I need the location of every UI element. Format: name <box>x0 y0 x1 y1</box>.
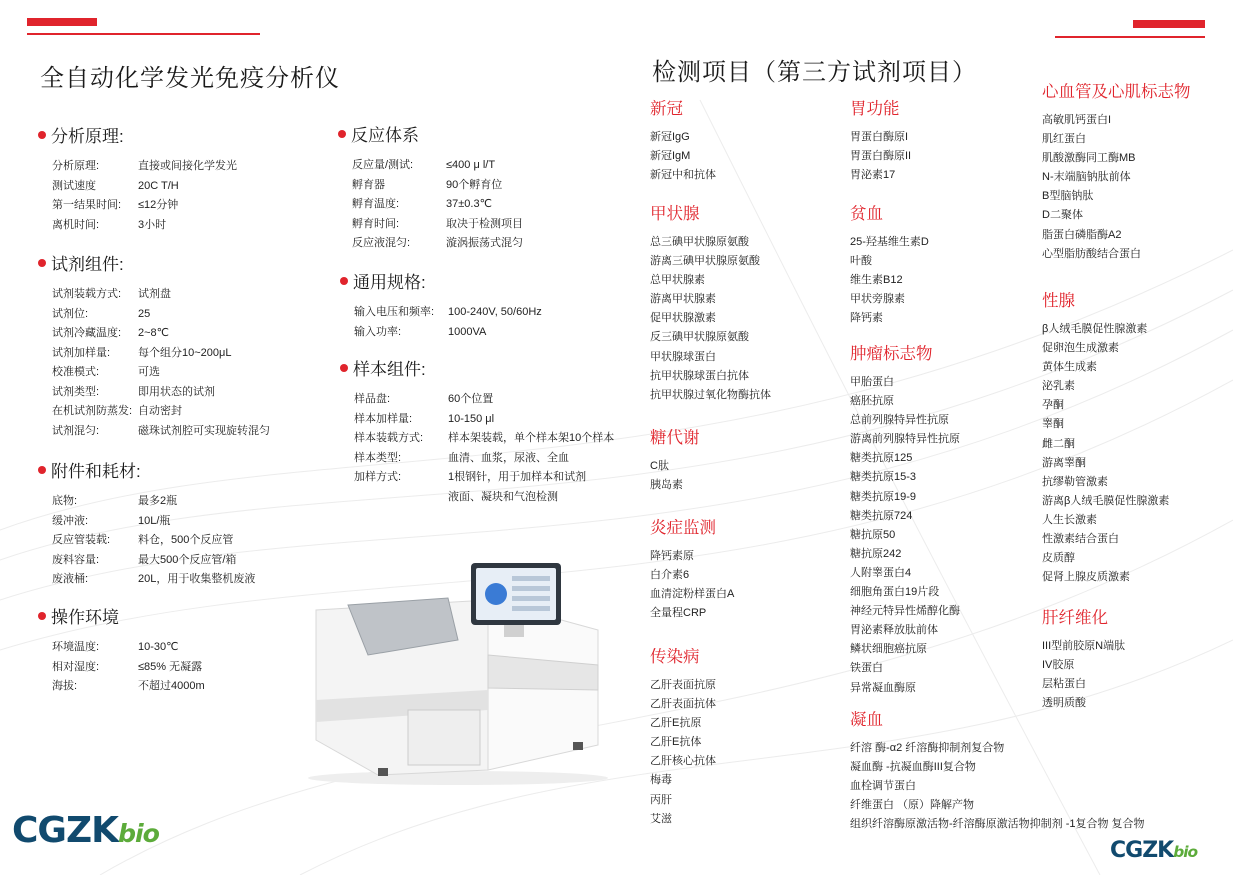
category-infectious <box>650 643 716 829</box>
company-logo-right: CGZKbio <box>1110 838 1198 863</box>
test-item: 甲状腺球蛋白 <box>650 350 716 363</box>
category-title: 糖代谢 <box>650 429 700 447</box>
test-item: 鳞状细胞癌抗原 <box>850 643 927 656</box>
test-item: 脂蛋白磷脂酶A2 <box>1042 228 1122 241</box>
test-item: III型前胶原N端肽 <box>1042 640 1126 652</box>
spec-row: 试剂类型: 即用状态的试剂 <box>52 385 215 398</box>
test-item: 胃蛋白酶原I <box>850 131 909 143</box>
test-item: 丙肝 <box>650 793 672 806</box>
test-item: 乙肝核心抗体 <box>650 755 716 768</box>
analyzer-machine-image <box>308 560 608 785</box>
test-item: 乙肝表面抗体 <box>650 698 716 711</box>
bullet-dot <box>38 131 46 139</box>
test-item: 总前列腺特异性抗原 <box>850 414 949 427</box>
spec-row: 废液桶: 20L，用于收集整机废液 <box>52 573 256 585</box>
spec-row: 底物: 最多2瓶 <box>52 495 178 507</box>
test-item: 纤维蛋白 （原）降解产物 <box>850 799 975 812</box>
bullet-dot <box>340 277 348 285</box>
section-heading: 操作环境 <box>51 608 119 627</box>
test-item: 促卵泡生成激素 <box>1042 342 1119 355</box>
test-item: 新冠IgG <box>650 131 690 143</box>
test-item: 心型脂肪酸结合蛋白 <box>1042 247 1141 260</box>
test-item: 梅毒 <box>650 774 672 787</box>
test-item: 胃泌素17 <box>850 169 896 182</box>
test-item: 层粘蛋白 <box>1042 678 1086 691</box>
spec-row: 输入电压和频率: 100-240V, 50/60Hz <box>354 306 542 318</box>
bullet-dot <box>38 612 46 620</box>
test-item: 糖类抗原125 <box>850 452 913 465</box>
test-item: 肌红蛋白 <box>1042 133 1086 146</box>
test-item: 甲状旁腺素 <box>850 293 905 306</box>
section-reagent <box>38 250 270 441</box>
spec-row: 液面、凝块和气泡检测 <box>448 490 558 503</box>
category-liver-fibrosis <box>1042 604 1125 713</box>
test-item: 泌乳素 <box>1042 380 1075 393</box>
spec-row: 缓冲液: 10L/瓶 <box>52 514 171 527</box>
test-item: 胰岛素 <box>650 479 683 492</box>
test-item: 雌二酮 <box>1042 437 1075 450</box>
spec-row: 试剂冷藏温度: 2~8℃ <box>52 327 170 339</box>
test-item: β人绒毛膜促性腺激素 <box>1042 323 1148 335</box>
spec-row: 分析原理: 直接或间接化学发光 <box>52 160 237 172</box>
test-item: 抗缪勒管激素 <box>1042 475 1108 488</box>
spec-row: 样本装载方式: 样本架装载，单个样本架10个样本 <box>354 432 615 444</box>
test-item: 抗甲状腺过氧化物酶抗体 <box>650 388 771 401</box>
test-item: 抗甲状腺球蛋白抗体 <box>650 369 749 382</box>
test-item: 人生长激素 <box>1042 513 1097 526</box>
test-item: 维生素B12 <box>850 274 903 287</box>
category-title: 心血管及心肌标志物 <box>1042 83 1191 101</box>
category-gastric <box>850 95 911 185</box>
spec-row: 环境温度: 10-30℃ <box>52 641 179 653</box>
test-item: 胃蛋白酶原II <box>850 150 912 163</box>
test-item: 艾滋 <box>650 812 672 825</box>
test-item: 组织纤溶酶原激活物-纤溶酶原激活物抑制剂 -1复合物 复合物 <box>850 818 1145 831</box>
spec-row: 在机试剂防蒸发: 自动密封 <box>52 405 182 417</box>
test-item: 人附睾蛋白4 <box>850 566 912 579</box>
section-principle <box>38 122 237 235</box>
spec-row: 输入功率: 1000VA <box>354 325 487 338</box>
section-heading: 试剂组件: <box>51 255 124 274</box>
bullet-dot <box>38 466 46 474</box>
test-item: B型脑钠肽 <box>1042 190 1094 203</box>
category-title: 胃功能 <box>850 100 900 118</box>
test-item: 血清淀粉样蛋白A <box>650 588 735 601</box>
spec-row: 废料容量: 最大500个反应管/箱 <box>52 553 237 566</box>
spec-row: 校准模式: 可选 <box>52 366 160 378</box>
category-title: 性腺 <box>1042 292 1075 310</box>
test-item: 总三碘甲状腺原氨酸 <box>650 236 749 248</box>
test-item: 总甲状腺素 <box>650 274 705 287</box>
test-items-title: 检测项目（第三方试剂项目） <box>652 59 977 86</box>
test-item: 乙肝表面抗原 <box>650 679 716 691</box>
section-general <box>340 268 542 342</box>
section-heading: 通用规格: <box>353 273 426 292</box>
test-item: 异常凝血酶原 <box>850 681 916 694</box>
category-title: 贫血 <box>850 205 883 223</box>
test-item: 糖类抗原724 <box>850 509 913 522</box>
test-item: 纤溶 酶-α2 纤溶酶抑制剂复合物 <box>850 742 1005 754</box>
section-heading: 样本组件: <box>353 360 426 379</box>
test-item: 甲胎蛋白 <box>850 376 894 388</box>
category-title: 肝纤维化 <box>1042 609 1108 627</box>
section-sample <box>340 355 614 507</box>
section-heading: 反应体系 <box>351 126 419 145</box>
category-tumor <box>850 340 960 698</box>
test-item: IV胶原 <box>1042 659 1075 672</box>
test-item: C肽 <box>650 460 669 472</box>
test-item: 性激素结合蛋白 <box>1042 533 1119 546</box>
spec-row: 反应管装载: 料仓，500个反应管 <box>52 534 234 546</box>
section-consumables <box>38 457 255 590</box>
spec-row: 加样方式: 1根钢针，用于加样本和试剂 <box>354 471 587 483</box>
test-item: 肌酸激酶同工酶MB <box>1042 152 1136 165</box>
test-item: 游离甲状腺素 <box>650 293 716 306</box>
test-item: 神经元特异性烯醇化酶 <box>850 605 960 618</box>
test-item: 糖类抗原19-9 <box>850 490 917 503</box>
spec-row: 相对湿度: ≤85% 无凝露 <box>52 660 203 673</box>
category-thyroid <box>650 200 771 405</box>
test-item: 凝血酶 -抗凝血酶III复合物 <box>850 761 976 774</box>
test-item: 糖抗原50 <box>850 528 896 541</box>
spec-row: 试剂加样量: 每个组分10~200μL <box>52 346 232 359</box>
bullet-dot <box>340 364 348 372</box>
page-title: 全自动化学发光免疫分析仪 <box>40 65 340 92</box>
category-coagulation <box>850 706 1145 834</box>
category-cardio <box>1042 78 1191 264</box>
company-logo-left: CGZKbio <box>12 810 159 851</box>
spec-row: 试剂混匀: 磁珠试剂腔可实现旋转混匀 <box>52 424 270 437</box>
category-inflammation <box>650 514 734 623</box>
spec-row: 试剂装载方式: 试剂盘 <box>52 288 171 300</box>
section-reaction <box>338 121 523 254</box>
test-item: 促肾上腺皮质激素 <box>1042 571 1130 584</box>
test-item: 血栓调节蛋白 <box>850 780 916 793</box>
test-item: 游离前列腺特异性抗原 <box>850 433 960 446</box>
test-item: 透明质酸 <box>1042 697 1086 710</box>
test-item: 降钙素 <box>850 312 883 325</box>
category-sex-hormones <box>1042 287 1169 587</box>
test-item: 促甲状腺激素 <box>650 312 716 325</box>
test-item: 铁蛋白 <box>850 662 883 675</box>
spec-row: 反应液混匀: 漩涡振荡式混匀 <box>352 237 523 249</box>
test-item: 皮质醇 <box>1042 552 1075 565</box>
section-heading: 分析原理: <box>51 127 124 146</box>
test-item: N-末端脑钠肽前体 <box>1042 171 1131 184</box>
spec-row: 孵育器 90个孵育位 <box>352 178 503 191</box>
category-title: 凝血 <box>850 711 883 729</box>
test-item: 25-羟基维生素D <box>850 236 929 248</box>
section-heading: 附件和耗材: <box>51 462 141 481</box>
spec-row: 试剂位: 25 <box>52 307 151 320</box>
test-item: 癌胚抗原 <box>850 395 894 408</box>
category-title: 炎症监测 <box>650 519 716 537</box>
bullet-dot <box>38 259 46 267</box>
test-item: 新冠IgM <box>650 150 691 163</box>
test-item: 白介素6 <box>650 569 690 582</box>
test-item: 游离睾酮 <box>1042 456 1086 469</box>
test-item: 新冠中和抗体 <box>650 169 716 182</box>
test-item: 睾酮 <box>1042 418 1064 431</box>
test-item: 叶酸 <box>850 255 872 268</box>
test-item: 孕酮 <box>1042 399 1064 412</box>
spec-row: 孵育时间: 取决于检测项目 <box>352 217 523 230</box>
category-title: 传染病 <box>650 648 700 666</box>
category-title: 肿瘤标志物 <box>850 345 933 363</box>
test-item: 高敏肌钙蛋白I <box>1042 114 1112 126</box>
spec-row: 离机时间: 3小时 <box>52 218 167 231</box>
test-item: 糖抗原242 <box>850 547 902 560</box>
test-item: 乙肝E抗原 <box>650 717 702 730</box>
test-item: 降钙素原 <box>650 550 694 562</box>
bullet-dot <box>338 130 346 138</box>
test-item: 游离三碘甲状腺原氨酸 <box>650 255 760 268</box>
spec-row: 样本加样量: 10-150 μl <box>354 412 495 425</box>
test-item: 全量程CRP <box>650 607 707 620</box>
category-title: 甲状腺 <box>650 205 700 223</box>
spec-row: 测试速度 20C T/H <box>52 179 179 192</box>
test-item: 黄体生成素 <box>1042 361 1097 374</box>
test-item: 胃泌素释放肽前体 <box>850 624 938 637</box>
test-item: 反三碘甲状腺原氨酸 <box>650 331 749 344</box>
section-environment <box>38 603 205 697</box>
category-anemia <box>850 200 929 328</box>
category-title: 新冠 <box>650 100 683 118</box>
spec-row: 样本类型: 血清、血浆，尿液、全血 <box>354 451 569 464</box>
spec-row: 样品盘: 60个位置 <box>354 393 494 405</box>
test-item: D二聚体 <box>1042 209 1083 222</box>
spec-row: 第一结果时间: ≤12分钟 <box>52 199 179 211</box>
category-metabolism <box>650 424 700 495</box>
spec-row: 反应量/测试: ≤400 μ l/T <box>352 159 496 171</box>
test-item: 乙肝E抗体 <box>650 736 702 749</box>
spec-row: 孵育温度: 37±0.3℃ <box>352 198 492 210</box>
test-item: 游离β人绒毛膜促性腺激素 <box>1042 494 1170 507</box>
spec-row: 海拔: 不超过4000m <box>52 680 205 692</box>
category-covid <box>650 95 716 185</box>
test-item: 糖类抗原15-3 <box>850 471 917 484</box>
test-item: 细胞角蛋白19片段 <box>850 586 940 599</box>
